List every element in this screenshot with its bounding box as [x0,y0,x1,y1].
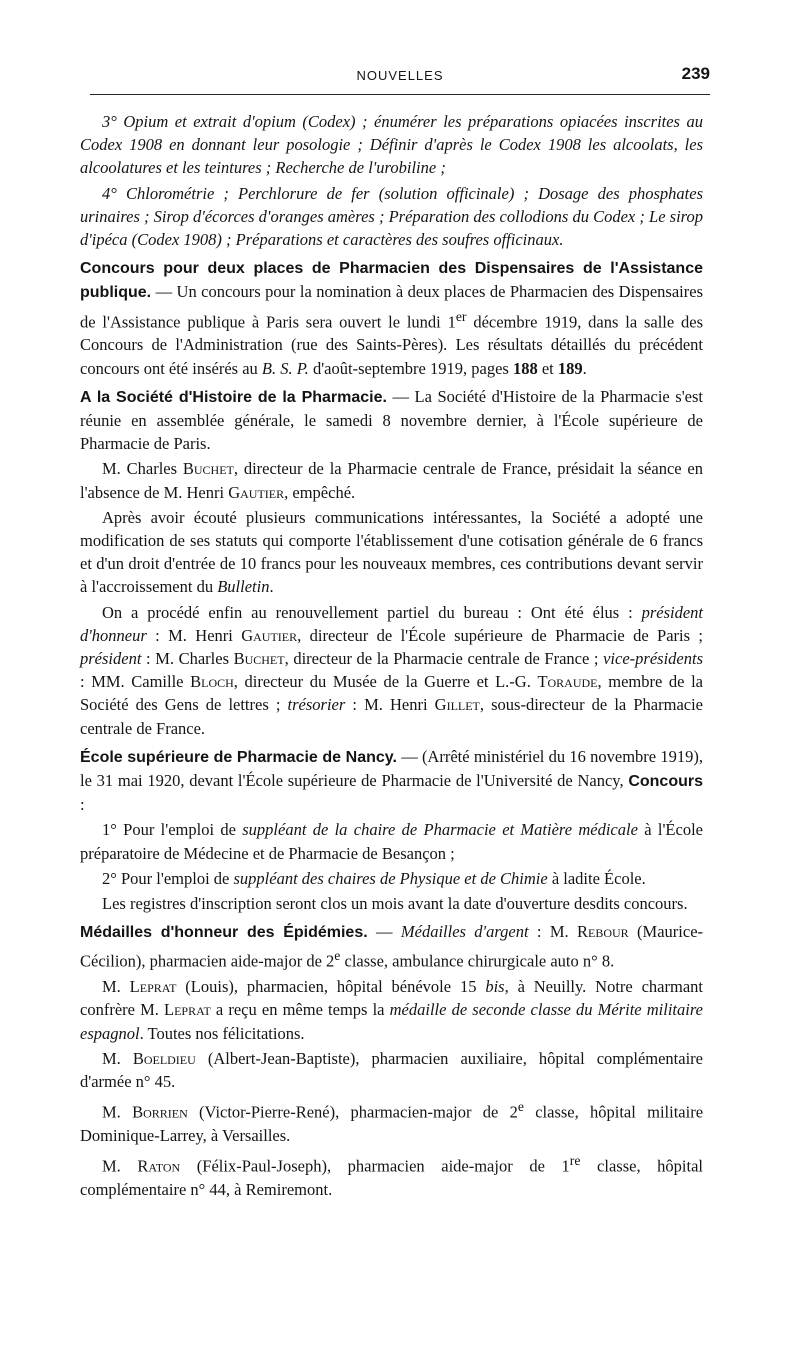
exam-item-3: 3° Opium et extrait d'opium (Codex) ; énumérer les préparations opiacées inscrites au Codex 1908 en donnant leur posologie ; Définir d'après le Codex 1908 les alcoolats, les alcoolatures et les teintures ; Recherche de l'urobiline ; [80,112,703,178]
section-medailles: Médailles d'honneur des Épidémies. — Médailles d'argent : M. Rebour (Maurice-Cécilion), pharmacien aide-major de 2e classe, ambulance chirurgicale auto n° 8. [80,922,704,971]
exam-item-4: 4° Chlorométrie ; Perchlorure de fer (solution officinale) ; Dosage des phosphates urinaires ; Sirop d'écorces d'oranges amères ; Préparation des collodions du Codex ; Le sirop d'ipéca (Codex 1908) ; Préparations et caractères des soufres officinaux. [80,183,703,250]
paragraph: M. Charles Buchet, directeur de la Pharmacie centrale de France, présidait la séance en l'absence de M. Henri Gautier, empêché. [80,459,703,502]
paragraph: 2° Pour l'emploi de suppléant des chaires de Physique et de Chimie à ladite École. [102,868,646,888]
section-societe-histoire: A la Société d'Histoire de la Pharmacie. — La Société d'Histoire de la Pharmacie s'est réunie en assemblée générale, le samedi 8 novembre dernier, à l'École supérieure de Pharmacie de Paris. [80,386,704,454]
paragraph: M. Borrien (Victor-Pierre-René), pharmacien-major de 2e classe, hôpital militaire Dominique-Larrey, à Versailles. [80,1099,704,1145]
paragraph: Les registres d'inscription seront clos un mois avant la date d'ouverture desdits concours. [102,894,688,913]
paragraph: M. Leprat (Louis), pharmacien, hôpital bénévole 15 bis, à Neuilly. Notre charmant confrère M. Leprat a reçu en même temps la médaille de seconde classe du Mérite militaire espagnol. Toutes nos félicitations. [80,977,703,1043]
section-heading: Concours pour deux places de Pharmacien des Dispensaires de l'Assistance publique. [80,260,703,302]
page-header [90,64,710,95]
section-heading: Médailles d'honneur des Épidémies. [80,924,368,942]
page-body [80,110,703,1203]
section-nancy: École supérieure de Pharmacie de Nancy. — (Arrêté ministériel du 16 novembre 1919), le 31 mai 1920, devant l'École supérieure de Pharmacie de l'Université de Nancy, Concours : [80,746,704,815]
paragraph: 1° Pour l'emploi de suppléant de la chaire de Pharmacie et Matière médicale à l'École préparatoire de Médecine et de Pharmacie de Besançon ; [80,820,703,863]
section-concours-dispensaires: Concours pour deux places de Pharmacien des Dispensaires de l'Assistance publique. — Un concours pour la nomination à deux places de Pharmacien des Dispensaires de l'Assistance publique à Paris sera ouvert le lundi 1er décembre 1919, dans la salle des Concours de l'Administration (rue des Saints-Pères). Les résultats détaillés du précédent concours ont été insérés au B. S. P. d'août-septembre 1919, pages 188 et 189. [80,260,703,378]
paragraph: On a procédé enfin au renouvellement partiel du bureau : Ont été élus : président d'honneur : M. Henri Gautier, directeur de l'École supérieure de Pharmacie de Paris ; président : M. Charles Buchet, directeur de la Pharmacie centrale de France ; vice-présidents : MM. Camille Bloch, directeur du Musée de la Guerre et L.-G. Toraude, membre de la Société des Gens de lettres ; trésorier : M. Henri Gillet, sous-directeur de la Pharmacie centrale de France. [80,602,704,738]
page-number: 239 [681,64,710,83]
paragraph: M. Raton (Félix-Paul-Joseph), pharmacien aide-major de 1re classe, hôpital complémentaire n° 44, à Remiremont. [80,1153,703,1199]
paragraph: Après avoir écouté plusieurs communications intéressantes, la Société a adopté une modification de ses statuts qui comporte l'établissement d'une cotisation générale de 6 francs et d'un droit d'entrée de 10 francs pour les nouveaux membres, ces contributions devant servir à l'accroissement du Bulletin. [80,507,703,597]
running-head: NOUVELLES [356,68,444,83]
section-heading: École supérieure de Pharmacie de Nancy. [80,748,397,766]
paragraph: M. Boeldieu (Albert-Jean-Baptiste), pharmacien auxiliaire, hôpital complémentaire d'armée n° 45. [80,1048,703,1091]
section-heading: A la Société d'Histoire de la Pharmacie. [80,388,387,406]
